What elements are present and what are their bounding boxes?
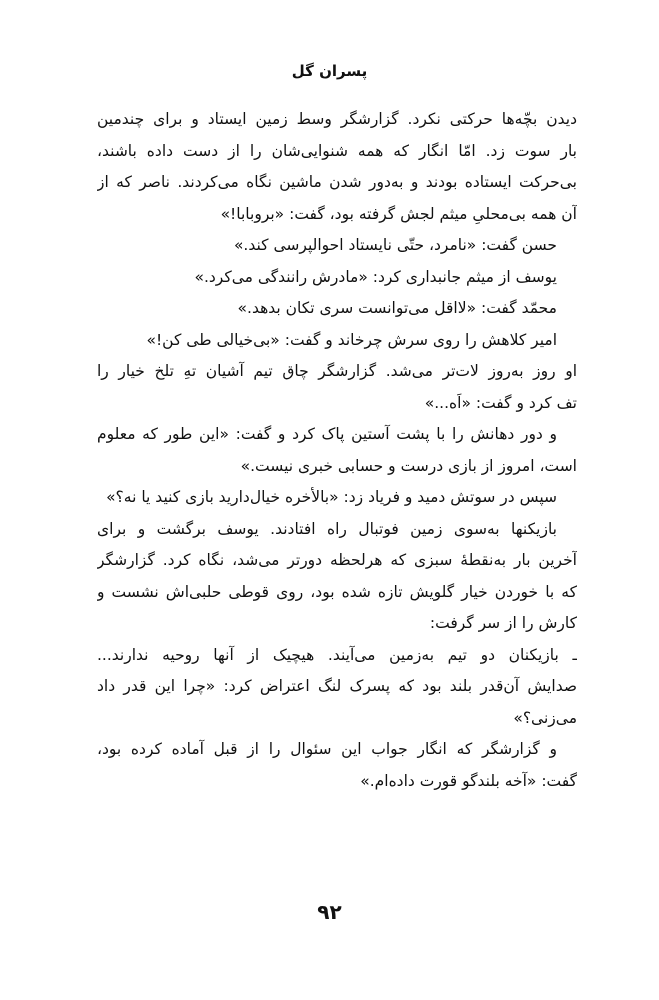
text-line: حسن گفت: «نامرد، حتّی نایستاد احوالپرسی کند.»: [233, 236, 557, 254]
text-line: که با خوردن خیار گلویش تازه شده بود، روی قوطی حلبی‌اش نشست و: [97, 582, 577, 601]
text-line: یوسف از میثم جانبداری کرد: «مادرش رانندگی می‌کرد.»: [194, 267, 557, 286]
text-line: آخرین بار به‌نقطهٔ سبزی که هرلحظه دورتر می‌شد، نگاه کرد. گزارشگر: [97, 551, 577, 569]
text-line: آن همه بی‌محلیِ میثم لجش گرفته بود، گفت: «بروبابا!»: [220, 204, 577, 223]
text-line: صدایش آن‌قدر بلند بود که پسرک لنگ اعتراض کرد: «چرا این قدر داد: [97, 677, 577, 695]
body-text: [97, 104, 577, 797]
text-line: محمّد گفت: «لااقل می‌توانست سری تکان بدهد.»: [237, 299, 557, 317]
text-line: او روز به‌روز لات‌تر می‌شد. گزارشگر چاق تیم آشیان تهِ تلخ خیار را: [97, 362, 577, 380]
text-line: و گزارشگر که انگار جواب این سئوال را از قبل آماده کرده بود،: [97, 740, 557, 758]
running-title: پسران گل: [291, 62, 368, 80]
text-line: و دور دهانش را با پشت آستین پاک کرد و گفت: «این طور که معلوم: [97, 425, 557, 443]
text-line: سپس در سوتش دمید و فریاد زد: «بالأخره خیال‌دارید بازی کنید یا نه؟»: [106, 488, 557, 506]
text-line: ـ بازیکنان دو تیم به‌زمین می‌آیند. هیچیک از آنها روحیه ندارند...: [97, 645, 577, 664]
text-line: بار سوت زد. امّا انگار که همه شنوایی‌شان را از دست داده باشند،: [97, 141, 577, 160]
text-line: می‌زنی؟»: [513, 708, 577, 727]
text-line: امیر کلاهش را روی سرش چرخاند و گفت: «بی‌خیالی طی کن!»: [146, 330, 557, 349]
text-line: تف کرد و گفت: «اَه...»: [424, 393, 577, 412]
text-line: است، امروز از بازی درست و حسابی خبری نیست.»: [240, 456, 577, 475]
text-line: دیدن بچّه‌ها حرکتی نکرد. گزارشگر وسط زمین ایستاد و برای چندمین: [97, 110, 577, 128]
text-line: گفت: «آخه بلندگو قورت داده‌ام.»: [360, 771, 577, 790]
page-number: ۹۲: [317, 900, 342, 924]
text-line: بی‌حرکت ایستاده بودند و به‌دور شدن ماشین نگاه می‌کردند. ناصر که از: [97, 173, 577, 191]
text-line: کارش را از سر گرفت:: [429, 614, 577, 632]
text-line: بازیکنها به‌سوی زمین فوتبال راه افتادند. یوسف برگشت و برای: [97, 519, 557, 538]
